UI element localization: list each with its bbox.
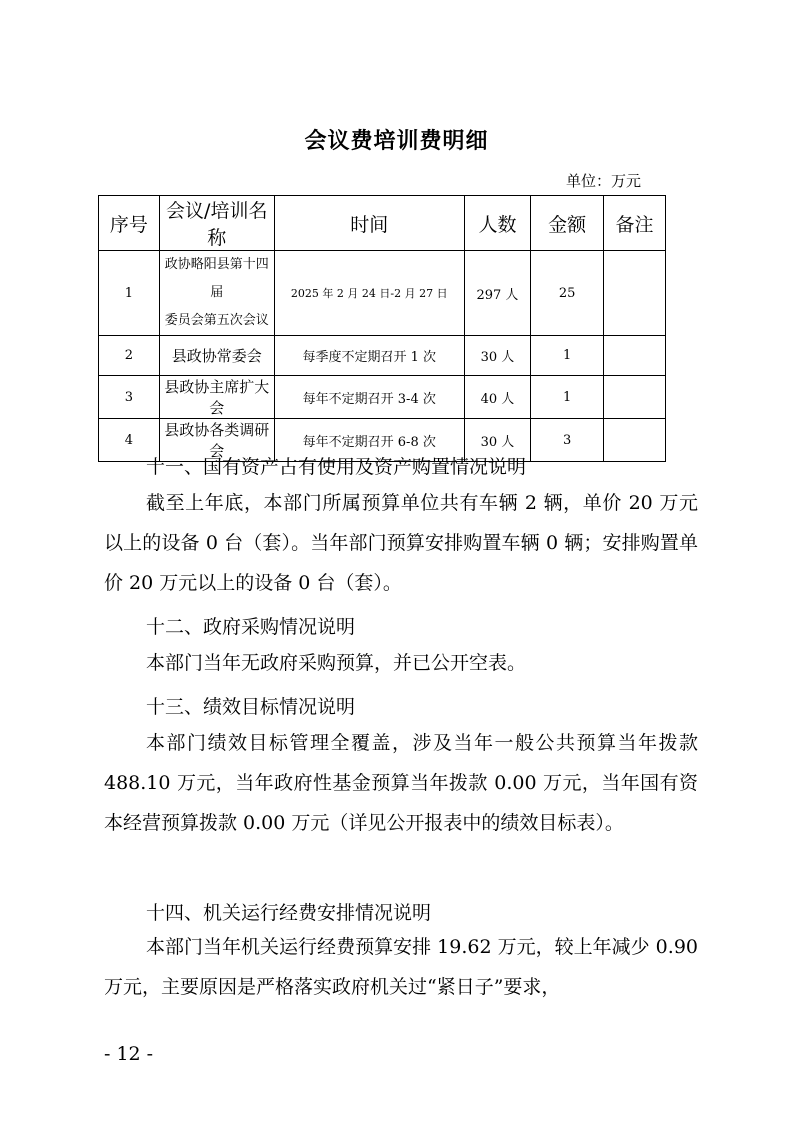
header-cell-people: 人数 [464,196,530,251]
section-12-paragraph: 本部门当年无政府采购预算，并已公开空表。 [146,652,527,674]
header-cell-name: 会议/培训名称 [159,196,274,251]
section-11-body [104,483,698,603]
section-11-paragraph: 截至上年底，本部门所属预算单位共有车辆 2 辆，单价 20 万元以上的设备 0 台（套）。当年部门预算安排购置车辆 0 辆；安排购置单价 20 万元以上的设备 0 台（套）。 [104,492,698,594]
table-row [99,336,666,376]
meeting-training-fee-table [98,195,666,462]
cell-amount: 3 [531,419,604,462]
cell-time: 每年不定期召开 6-8 次 [274,419,464,462]
table-row [99,251,666,336]
cell-time: 每季度不定期召开 1 次 [274,336,464,376]
header-cell-note: 备注 [604,196,666,251]
cell-no: 2 [99,336,160,376]
cell-amount: 25 [531,251,604,336]
cell-people: 30 人 [464,419,530,462]
cell-name [159,251,274,336]
cell-name-line2: 委员会第五次会议 [164,313,269,328]
table-title: 会议费培训费明细 [304,128,489,154]
section-12-body [104,643,698,683]
cell-note [604,336,666,376]
section-14-paragraph: 本部门当年机关运行经费预算安排 19.62 万元，较上年减少 0.90 万元，主要原因是严格落实政府机关过“紧日子”要求， [104,936,698,998]
cell-amount: 1 [531,376,604,419]
cell-name-line1: 政协略阳县第十四届 [164,257,269,300]
cell-people: 40 人 [464,376,530,419]
cell-people: 297 人 [464,251,530,336]
table-row [99,376,666,419]
cell-no: 4 [99,419,160,462]
header-cell-time: 时间 [274,196,464,251]
unit-label: 单位：万元 [566,172,642,190]
section-12-heading: 十二、政府采购情况说明 [146,616,356,638]
cell-amount: 1 [531,336,604,376]
section-13-body [104,723,698,843]
section-14-heading: 十四、机关运行经费安排情况说明 [146,902,432,924]
cell-name: 县政协常委会 [159,336,274,376]
cell-no: 1 [99,251,160,336]
cell-time: 每年不定期召开 3-4 次 [274,376,464,419]
section-14-body [104,927,698,1007]
section-13-paragraph: 本部门绩效目标管理全覆盖，涉及当年一般公共预算当年拨款 488.10 万元，当年政府性基金预算当年拨款 0.00 万元，当年国有资本经营预算拨款 0.00 万元（详见公开报表中的绩效目标表）。 [104,732,698,834]
page-number: - 12 - [104,1043,154,1065]
header-cell-no: 序号 [99,196,160,251]
section-11-heading: 十一、国有资产占有使用及资产购置情况说明 [146,456,527,478]
table-header-row [99,196,666,251]
cell-note [604,419,666,462]
cell-note [604,251,666,336]
cell-note [604,376,666,419]
cell-time: 2025 年 2 月 24 日-2 月 27 日 [274,251,464,336]
cell-people: 30 人 [464,336,530,376]
cell-name: 县政协主席扩大会 [159,376,274,419]
header-cell-amount: 金额 [531,196,604,251]
cell-no: 3 [99,376,160,419]
section-13-heading: 十三、绩效目标情况说明 [146,696,356,718]
cell-name: 县政协各类调研会 [159,419,274,462]
